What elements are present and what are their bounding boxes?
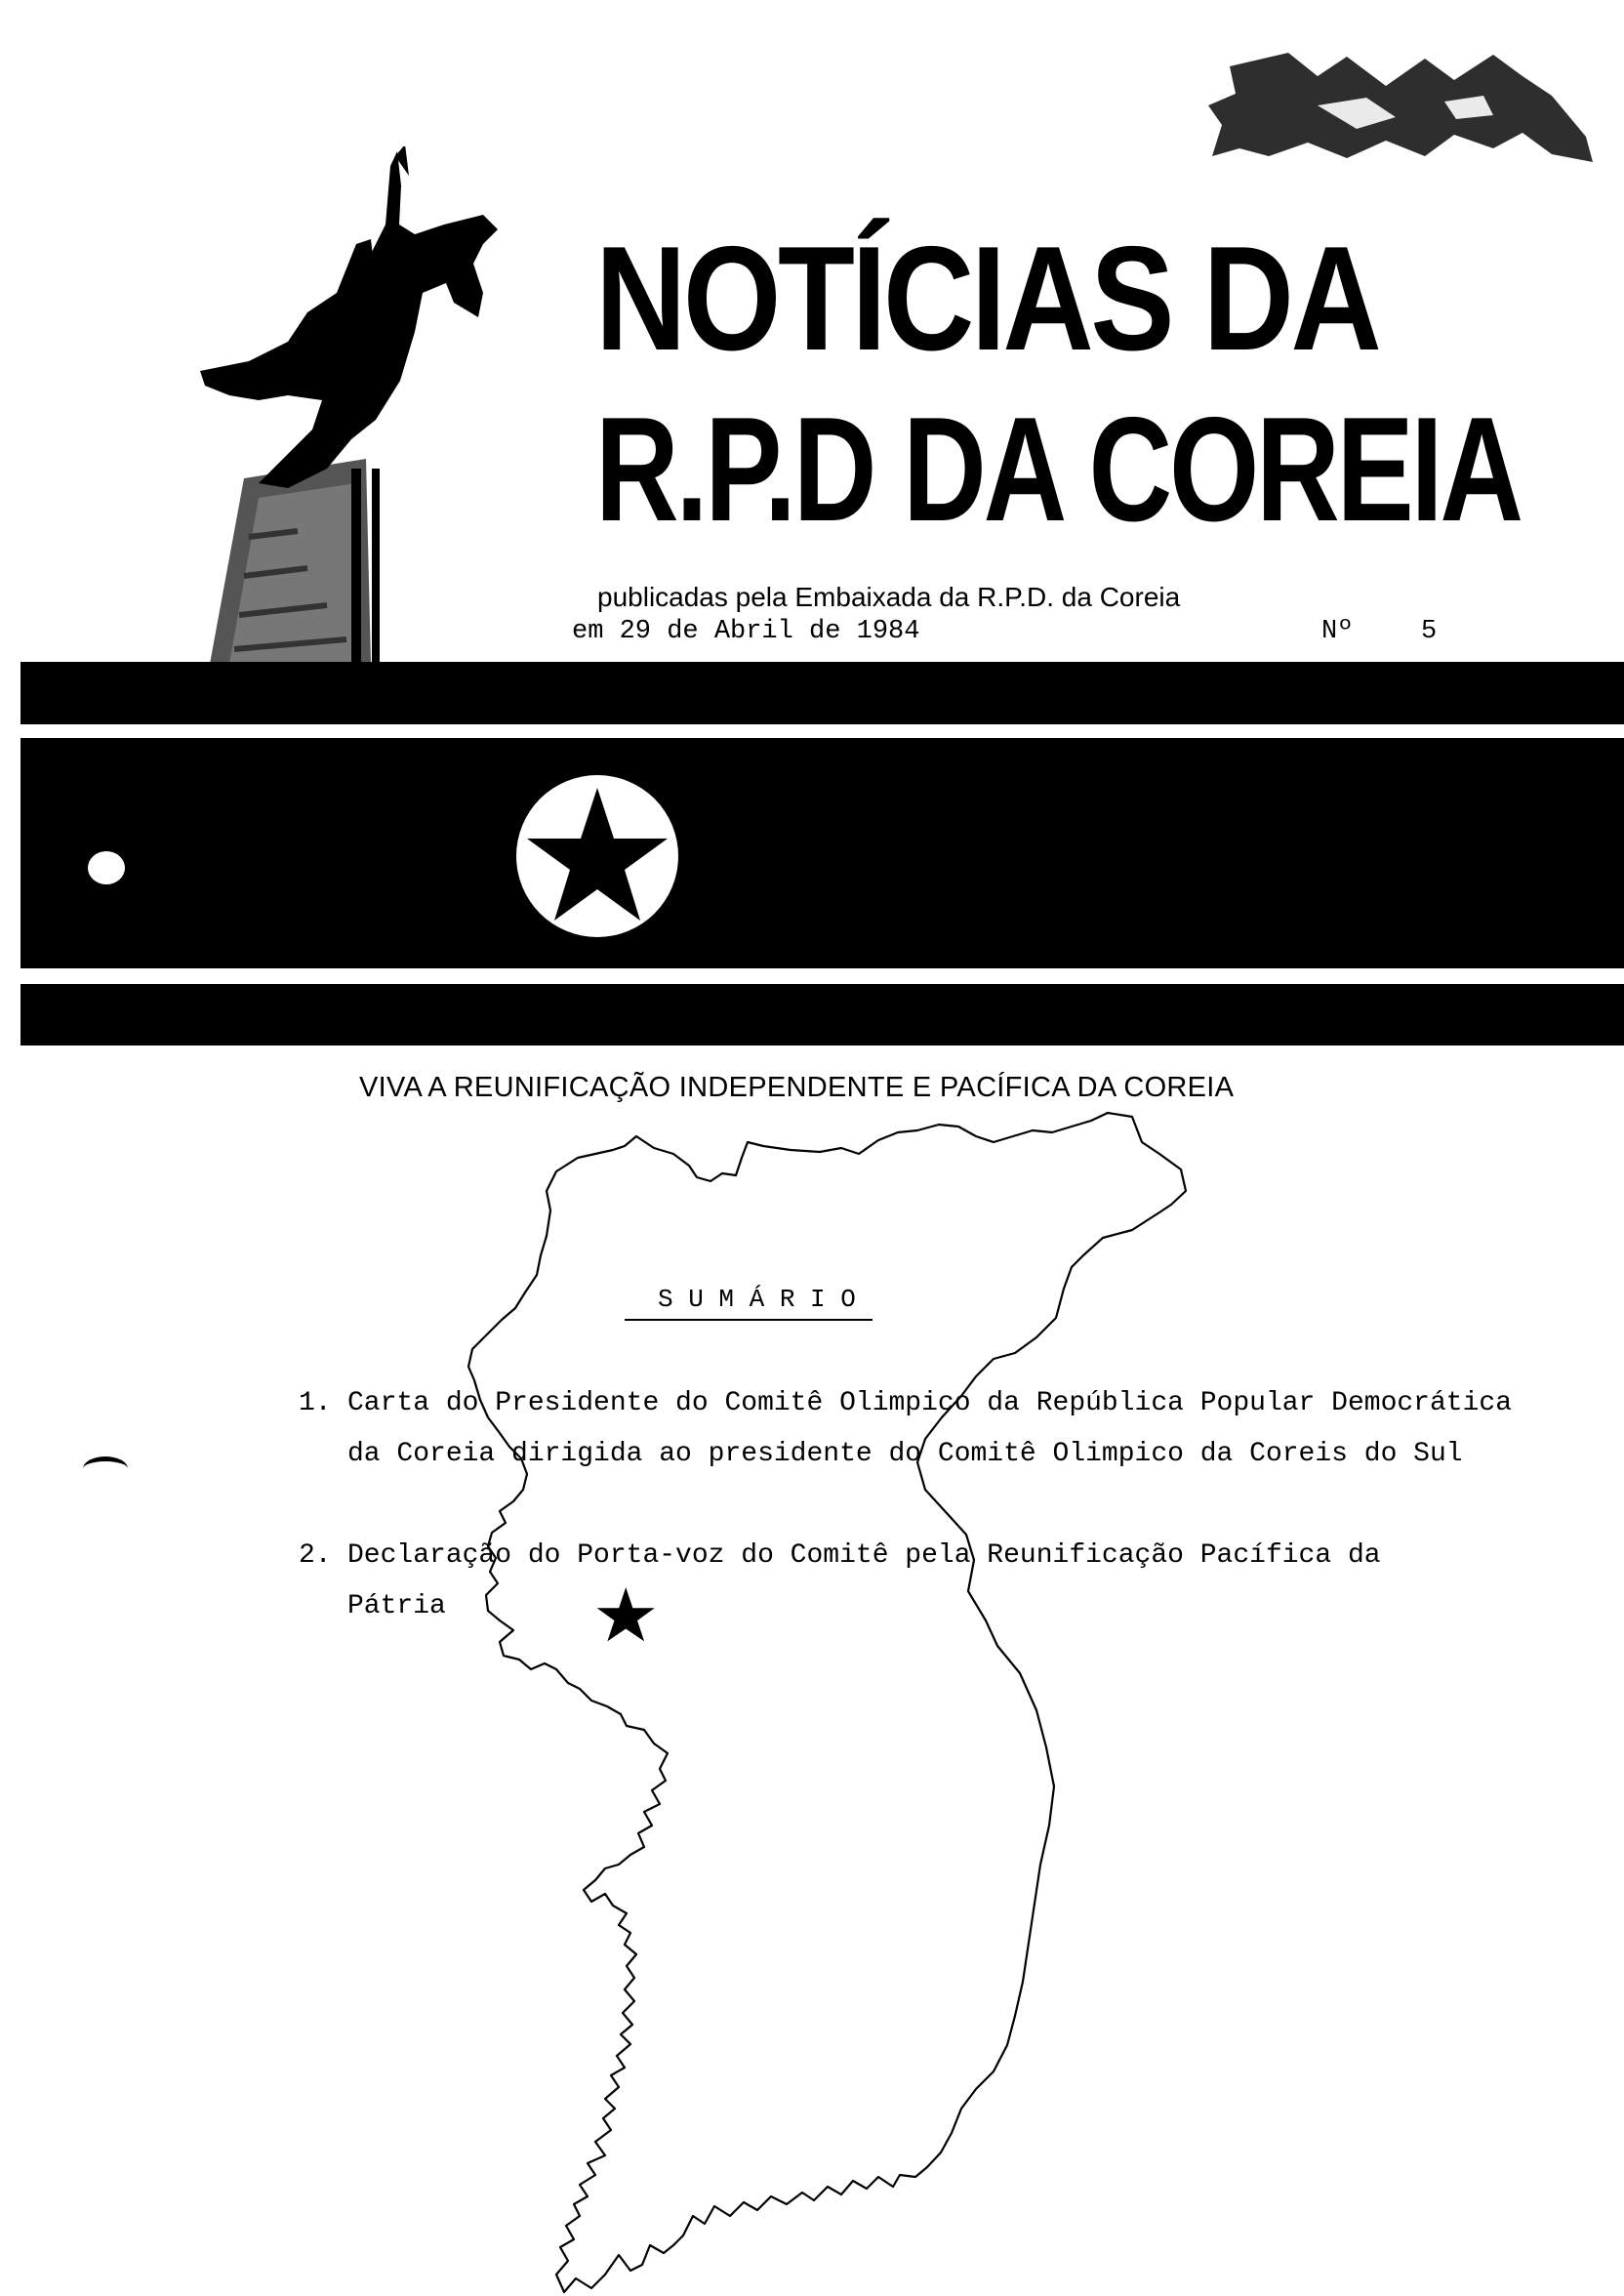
masthead-title [595,216,1571,553]
horse-statue-icon [190,146,512,664]
summary-underline [625,1319,873,1321]
issue-label: Nº [1321,617,1354,646]
summary-item-2 [299,1531,1597,1632]
summary-item-line: Declaração do Porta-voz do Comitê pela Reunificação Pacífica da [347,1540,1381,1571]
punch-hole [88,851,125,884]
issue-number: 5 [1421,617,1438,646]
summary-item-1 [299,1378,1597,1480]
stray-mark [83,1456,128,1481]
flag-band-bottom [20,984,1624,1046]
summary-item-number: 1. [299,1388,332,1418]
korea-map [459,1103,1220,2296]
issue-date: em 29 de Abril de 1984 [572,617,920,646]
summary-item-line: Pátria [347,1591,446,1621]
summary-item-line: Carta do Presidente do Comitê Olimpico da República Popular Democrática [347,1388,1512,1418]
title-line-2: R.P.D DA COREIA [595,387,1521,553]
summary-list [299,1378,1597,1632]
star-emblem-icon [515,774,679,938]
flag-band-top [20,662,1624,724]
summary-heading: S U M Á R I O [658,1285,856,1314]
summary-item-number: 2. [299,1540,332,1571]
title-line-1: NOTÍCIAS DA [595,216,1379,382]
flag-band-middle [20,738,1624,968]
summary-item-line: da Coreia dirigida ao presidente do Comitê Olimpico da Coreis do Sul [347,1439,1463,1469]
reunification-slogan: VIVA A REUNIFICAÇÃO INDEPENDENTE E PACÍFICA DA COREIA [359,1072,1235,1103]
print-smudge [1200,47,1601,174]
publisher-line: publicadas pela Embaixada da R.P.D. da Coreia [597,582,1181,612]
